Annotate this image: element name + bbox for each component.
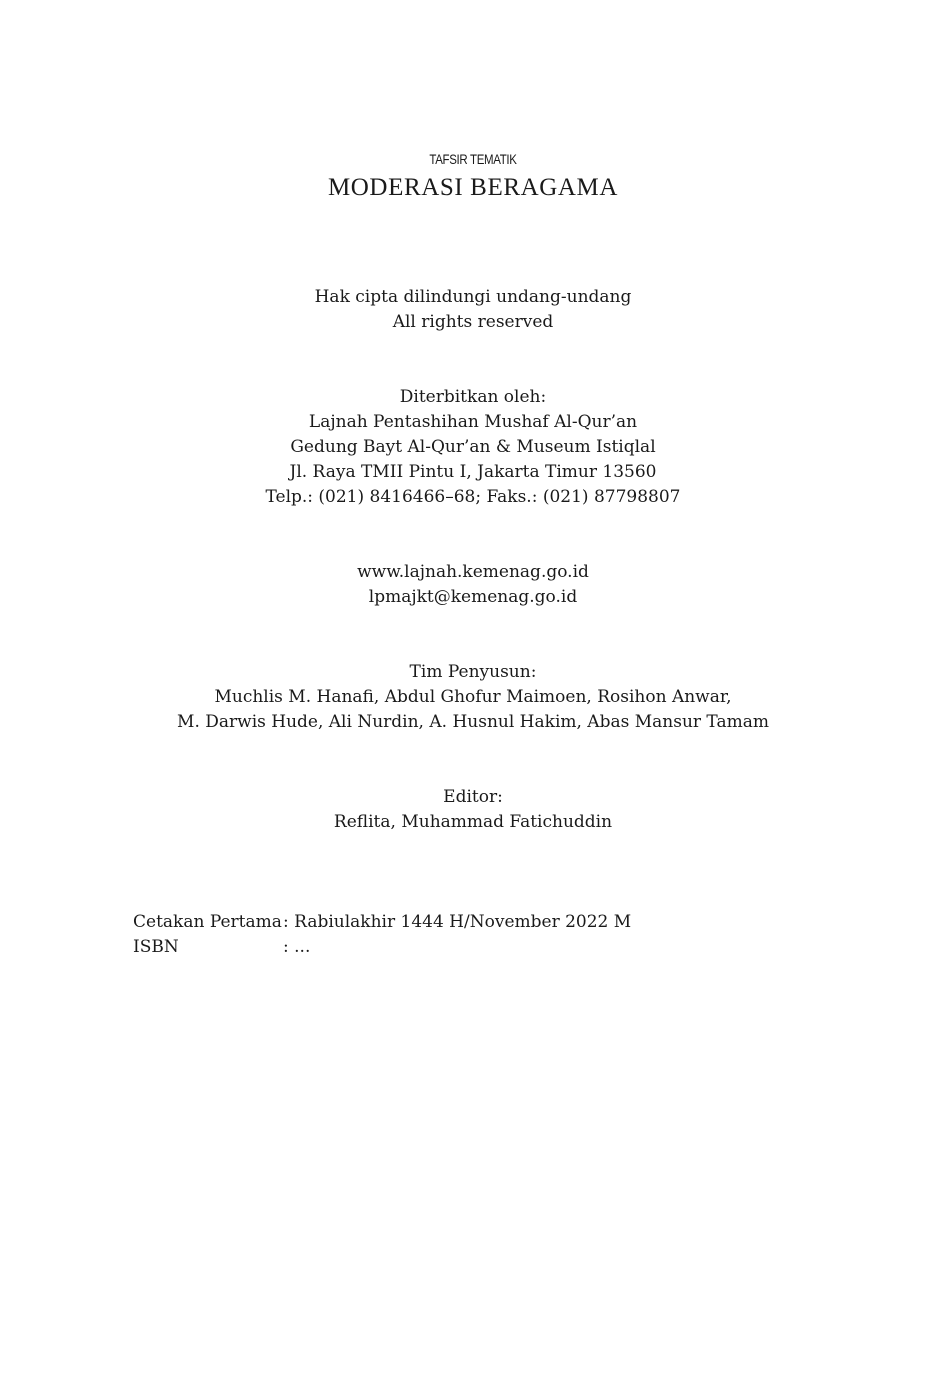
publisher-heading: Diterbitkan oleh: <box>399 387 547 407</box>
copyright-line: Hak cipta dilindungi undang-undang <box>314 287 632 307</box>
copyright-notice <box>0 285 946 335</box>
authors-line: M. Darwis Hude, Ali Nurdin, A. Husnul Hakim, Abas Mansur Tamam <box>177 712 769 732</box>
publisher-building: Gedung Bayt Al-Qur’an & Museum Istiqlal <box>290 437 656 457</box>
book-title: MODERASI BERAGAMA <box>327 174 619 201</box>
contact-info <box>0 560 946 610</box>
website-link: www.lajnah.kemenag.go.id <box>357 562 589 582</box>
rights-line: All rights reserved <box>392 312 554 332</box>
isbn-value: : ... <box>283 937 311 957</box>
publication-details <box>133 910 631 960</box>
edition-label: Cetakan Pertama <box>133 912 282 932</box>
publisher-phone: Telp.: (021) 8416466–68; Faks.: (021) 87798807 <box>265 487 681 507</box>
edition-value: : Rabiulakhir 1444 H/November 2022 M <box>283 912 632 932</box>
isbn-row <box>133 935 631 960</box>
publisher-name: Lajnah Pentashihan Mushaf Al-Qur’an <box>308 412 638 432</box>
isbn-label: ISBN <box>133 937 179 957</box>
publisher-address: Jl. Raya TMII Pintu I, Jakarta Timur 13560 <box>289 462 657 482</box>
editor-heading: Editor: <box>443 787 503 807</box>
edition-row <box>133 910 631 935</box>
authors-section <box>0 660 946 735</box>
editor-names: Reflita, Muhammad Fatichuddin <box>333 812 613 832</box>
editor-section <box>0 785 946 835</box>
publisher-info <box>0 385 946 510</box>
series-label: TAFSIR TEMATIK <box>429 151 517 167</box>
authors-line: Muchlis M. Hanafi, Abdul Ghofur Maimoen, Rosihon Anwar, <box>214 687 732 707</box>
authors-heading: Tim Penyusun: <box>409 662 537 682</box>
email-address: lpmajkt@kemenag.go.id <box>368 587 578 607</box>
